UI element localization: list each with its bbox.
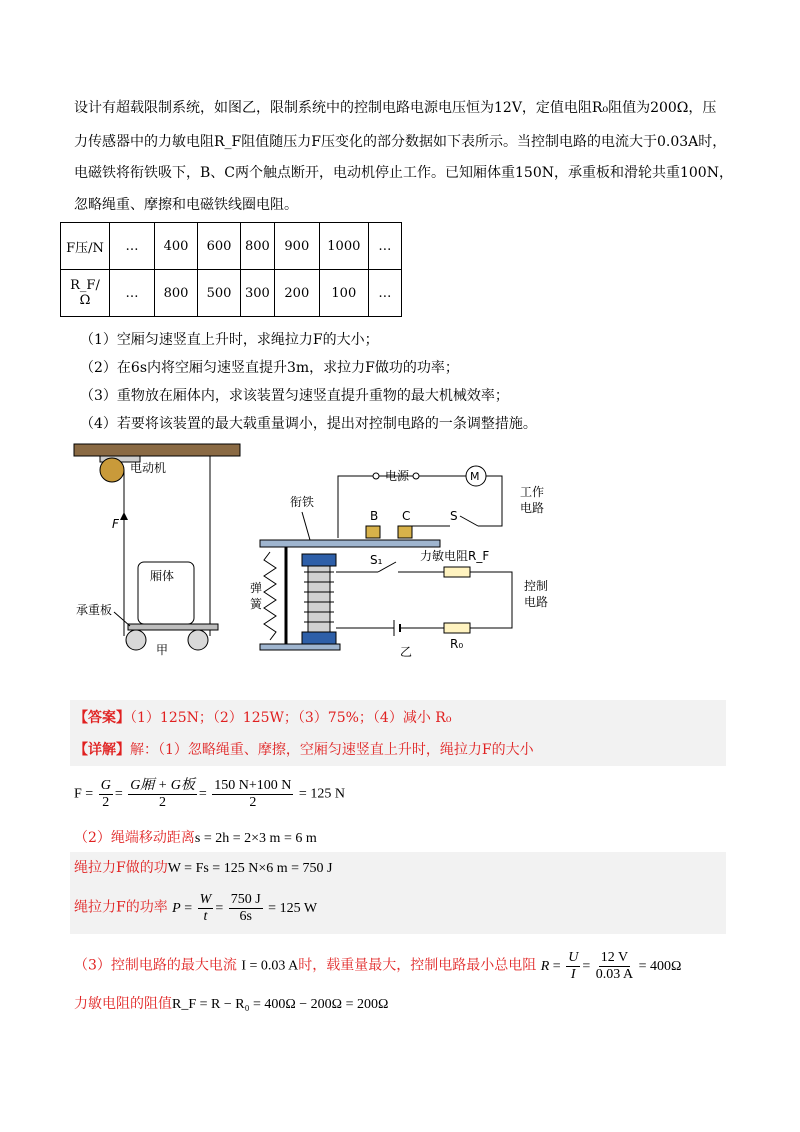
- contact-c-label: C: [402, 509, 411, 523]
- table-cell: 800: [241, 223, 275, 270]
- power-equation: P = $\frac{W}{t}$ = $\frac{750 J}{6s}$ = 125 W: [172, 892, 318, 924]
- table-cell: 200: [274, 270, 319, 317]
- pressure-resistance-table: [60, 222, 402, 317]
- power-frac-1-num: W: [199, 892, 212, 907]
- motor-symbol: M: [470, 470, 480, 483]
- work-circuit-label-1: 工作: [520, 485, 545, 499]
- plate-label: 承重板: [76, 603, 113, 617]
- power-frac-2-num: 750 J: [230, 892, 261, 907]
- power-terminal-2: [413, 473, 419, 479]
- detail-text: 解：（1）忽略绳重、摩擦，空厢匀速竖直上升时，绳拉力F的大小: [130, 742, 534, 758]
- ceiling-beam: [74, 444, 240, 456]
- equation-1: F = $\frac{G}{2}$ = $\frac{\text{G厢 + G板}}{2}$ = $\frac{150 N+100 N}{2}$ = 125 N: [74, 778, 345, 810]
- switch-s1-label: S₁: [370, 553, 383, 567]
- control-circuit-label-1: 控制: [524, 579, 549, 593]
- control-wire-right: [470, 572, 512, 628]
- sensor-resistance-line: [74, 994, 388, 1015]
- work-line: [74, 858, 332, 879]
- eq1-frac-1-num: G: [100, 778, 111, 793]
- figure-b-caption: 乙: [400, 645, 413, 659]
- question-2: （2）在6s内将空厢匀速竖直提升3m，求拉力F做功的功率；: [80, 360, 459, 376]
- table-cell: 500: [198, 270, 241, 317]
- step-3-current: I = 0.03 A: [241, 958, 299, 974]
- electromagnet-bottom: [302, 632, 336, 644]
- work-circuit-label-2: 电路: [520, 501, 545, 515]
- table-cell: 600: [198, 223, 241, 270]
- intro-line-3: 电磁铁将衔铁吸下，B、C两个触点断开，电动机停止工作。已知厢体重150N，承重板和滑轮共重100N，: [74, 165, 733, 181]
- step-2-label: （2）绳端移动距离: [74, 830, 195, 846]
- intro-line-4: 忽略绳重、摩擦和电磁铁线圈电阻。: [74, 197, 298, 213]
- power-terminal-1: [373, 473, 379, 479]
- table-cell: 100: [319, 270, 368, 317]
- table-cell: …: [110, 223, 155, 270]
- step-3-frac-2-num: 12 V: [600, 950, 629, 965]
- pulley-left-icon: [126, 630, 146, 650]
- motor-label: 电动机: [130, 461, 167, 475]
- intro-line-2: 力传感器中的力敏电阻R_F阻值随压力F压变化的部分数据如下表所示。当控制电路的电流大于0.03A时，: [74, 134, 727, 150]
- step-3-result: = 400Ω: [638, 958, 682, 974]
- answer-tag: 【答案】: [74, 710, 130, 726]
- work-equation: W = Fs = 125 N×6 m = 750 J: [167, 861, 333, 876]
- figure-b-circuit: [250, 460, 590, 660]
- step-3-frac-2: [596, 950, 633, 983]
- table-cell: …: [110, 270, 155, 317]
- power-label: 电源: [385, 469, 410, 483]
- work-label: 绳拉力F做的功: [74, 860, 168, 876]
- table-cell: …: [368, 270, 401, 317]
- load-plate: [128, 624, 218, 630]
- step-3-frac-1-den: I: [570, 967, 576, 982]
- eq1-frac-1-den: 2: [102, 795, 110, 810]
- switch-s-label: S: [450, 509, 458, 523]
- table-header-resistance: R_F/Ω: [61, 270, 110, 317]
- sensor-resistance-equation: R_F = R − R₀ = 400Ω − 200Ω = 200Ω: [172, 997, 389, 1012]
- power-frac-1-den: t: [203, 909, 208, 924]
- sensor-resistance-label: 力敏电阻的阻值: [74, 996, 172, 1012]
- step-2-line: [74, 828, 317, 849]
- power-result: = 125 W: [268, 900, 318, 916]
- question-3: （3）重物放在厢体内，求该装置匀速竖直提升重物的最大机械效率；: [80, 388, 509, 404]
- figure-a-caption: 甲: [156, 643, 169, 657]
- figure-a-elevator: [70, 440, 250, 660]
- step-3-frac-1-num: U: [568, 950, 579, 965]
- table-cell: 1000: [319, 223, 368, 270]
- eq1-frac-3-den: 2: [249, 795, 257, 810]
- force-arrow-icon: [120, 512, 128, 520]
- spring-icon: [264, 552, 276, 640]
- intro-line-1: 设计有超载限制系统，如图乙，限制系统中的控制电路电源电压恒为12V，定值电阻R₀阻值为200Ω，压: [74, 100, 717, 116]
- power-line: [74, 892, 317, 925]
- detail-line: [74, 740, 534, 760]
- switch-s-blade: [460, 516, 478, 526]
- eq1-result: = 125 N: [298, 786, 345, 802]
- detail-tag: 【详解】: [74, 742, 130, 758]
- eq1-frac-3: [212, 778, 293, 811]
- step-3-frac-1: [566, 950, 580, 983]
- contact-b: [366, 526, 380, 538]
- step-3-frac-2-den: 0.03 A: [595, 967, 634, 982]
- armature-bar: [260, 540, 440, 547]
- r0-resistor: [444, 623, 470, 633]
- armature-label: 衔铁: [290, 495, 315, 509]
- table-cell: 900: [274, 223, 319, 270]
- eq1-frac-2: [128, 778, 197, 811]
- step-3-line: [74, 950, 681, 983]
- question-1: （1）空厢匀速竖直上升时，求绳拉力F的大小；: [80, 332, 379, 348]
- table-cell: 400: [155, 223, 198, 270]
- sensor-resistor-label: 力敏电阻R_F: [420, 549, 490, 563]
- power-frac-2-den: 6s: [239, 909, 252, 924]
- table-cell: 800: [155, 270, 198, 317]
- eq1-frac-3-num: 150 N+100 N: [214, 778, 292, 793]
- eq1-frac-2-num: G厢 + G板: [130, 778, 195, 793]
- power-label: 绳拉力F的功率: [74, 899, 168, 916]
- step-2-equation: s = 2h = 2×3 m = 6 m: [194, 831, 317, 846]
- r0-label: R₀: [450, 637, 464, 651]
- spring-label-1: 弹: [250, 581, 263, 595]
- plate-pointer: [114, 612, 130, 626]
- pulley-right-icon: [188, 630, 208, 650]
- cabin-label: 厢体: [150, 569, 175, 583]
- armature-pointer: [302, 512, 310, 540]
- table-cell: 300: [241, 270, 275, 317]
- table-row: [61, 270, 402, 317]
- base-plate: [260, 644, 340, 650]
- eq1-lhs: F =: [74, 786, 94, 802]
- answer-text: （1）125N；（2）125W；（3）75%；（4）减小 R₀: [130, 710, 452, 726]
- answer-line: [74, 708, 451, 728]
- step-3-label: （3）控制电路的最大电流: [74, 957, 237, 974]
- question-4: （4）若要将该装置的最大载重量调小，提出对控制电路的一条调整措施。: [80, 416, 537, 432]
- step-3-resistance-eq: R = $\frac{U}{I}$ = $\frac{12 V}{0.03 A}$ = 400Ω: [540, 950, 682, 982]
- table-row: [61, 223, 402, 270]
- spring-label-2: 簧: [250, 597, 263, 611]
- step-3-mid: 时，载重量最大，控制电路最小总电阻: [298, 957, 537, 974]
- electromagnet-top: [302, 554, 336, 566]
- table-header-force: F压/N: [61, 223, 110, 270]
- power-frac-2: [229, 892, 263, 925]
- eq1-frac-1: [99, 778, 113, 811]
- contact-c: [398, 526, 412, 538]
- power-frac-1: [198, 892, 214, 925]
- sensor-resistor: [444, 567, 470, 577]
- motor-pulley-icon: [100, 458, 124, 482]
- contact-b-label: B: [370, 509, 379, 523]
- table-cell: …: [368, 223, 401, 270]
- eq1-frac-2-den: 2: [159, 795, 167, 810]
- control-circuit-label-2: 电路: [524, 595, 549, 609]
- force-label: F: [112, 517, 119, 531]
